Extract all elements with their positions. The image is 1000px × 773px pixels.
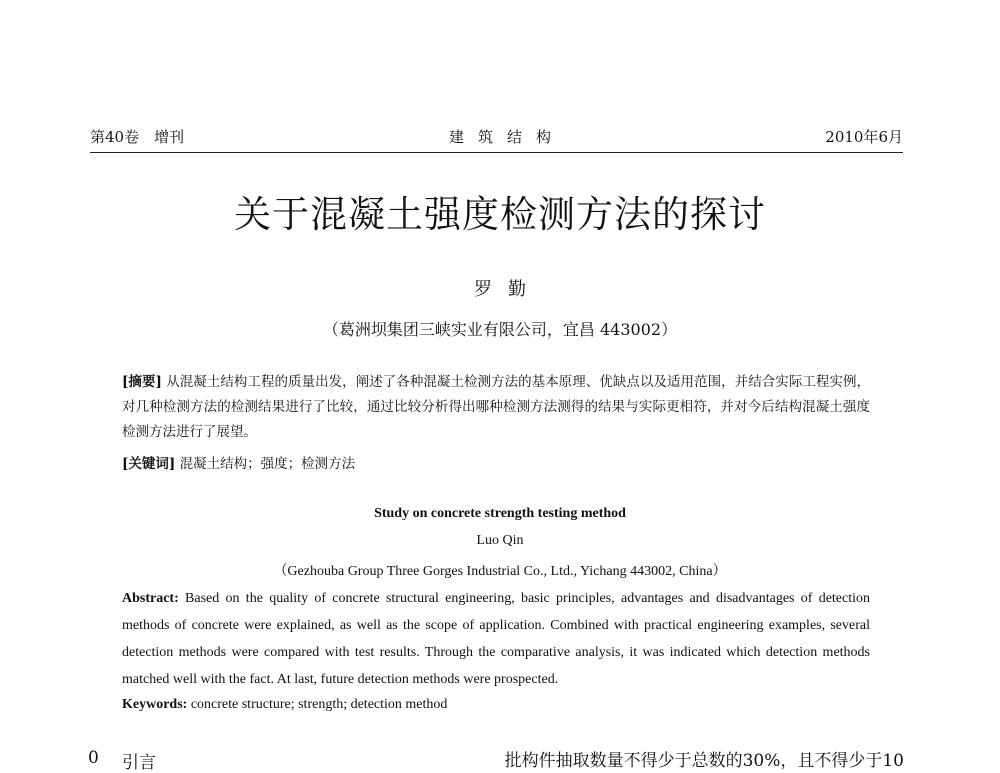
header-journal: 建筑结构 <box>448 128 565 146</box>
article-title: 关于混凝土强度检测方法的探讨 <box>234 193 766 236</box>
right-column-text: 批构件抽取数量不得少于总数的30%，且不得少于10 <box>504 751 904 771</box>
header-rule <box>90 152 903 153</box>
english-keywords-text: concrete structure; strength; detection method <box>190 697 448 712</box>
chinese-abstract-label: [摘要] <box>122 374 162 390</box>
section-title: 引言 <box>122 753 156 773</box>
english-affiliation: （Gezhouba Group Three Gorges Industrial Co., Ltd., Yichang 443002, China） <box>273 564 727 579</box>
section-number: 0 <box>88 748 99 768</box>
english-keywords <box>122 694 447 716</box>
chinese-abstract-text: 从混凝土结构工程的质量出发，阐述了各种混凝土检测方法的基本原理、优缺点以及适用范围，并结合实际工程实例，对几种检测方法的检测结果进行了比较，通过比较分析得出哪种检测方法测得的结果与实际更相符，并对今后结构混凝土强度检测方法进行了展望。 <box>122 374 870 440</box>
english-abstract-label: Abstract: <box>122 591 179 606</box>
article-author: 罗勤 <box>474 279 542 300</box>
header-date: 2010年6月 <box>825 128 903 146</box>
english-title: Study on concrete strength testing method <box>374 506 626 521</box>
chinese-abstract <box>122 370 870 445</box>
chinese-keywords-text: 混凝土结构；强度；检测方法 <box>179 456 356 472</box>
chinese-keywords-label: [关键词] <box>122 456 176 472</box>
article-affiliation: （葛洲坝集团三峡实业有限公司，宜昌 443002） <box>322 320 678 339</box>
english-abstract <box>122 585 870 693</box>
header-volume: 第40卷 增刊 <box>90 128 185 146</box>
chinese-keywords <box>122 453 355 475</box>
english-keywords-label: Keywords: <box>122 697 188 712</box>
english-abstract-text: Based on the quality of concrete structural engineering, basic principles, advantages and disadvantages of detection methods of concrete were explained, as well as the scope of application. Combined with practical engineering examples, several detection methods were compared with test results. Through the comparative analysis, it was indicated which detection methods matched well with the fact. At last, future detection methods were prospected. <box>122 591 871 687</box>
english-author: Luo Qin <box>476 533 524 548</box>
